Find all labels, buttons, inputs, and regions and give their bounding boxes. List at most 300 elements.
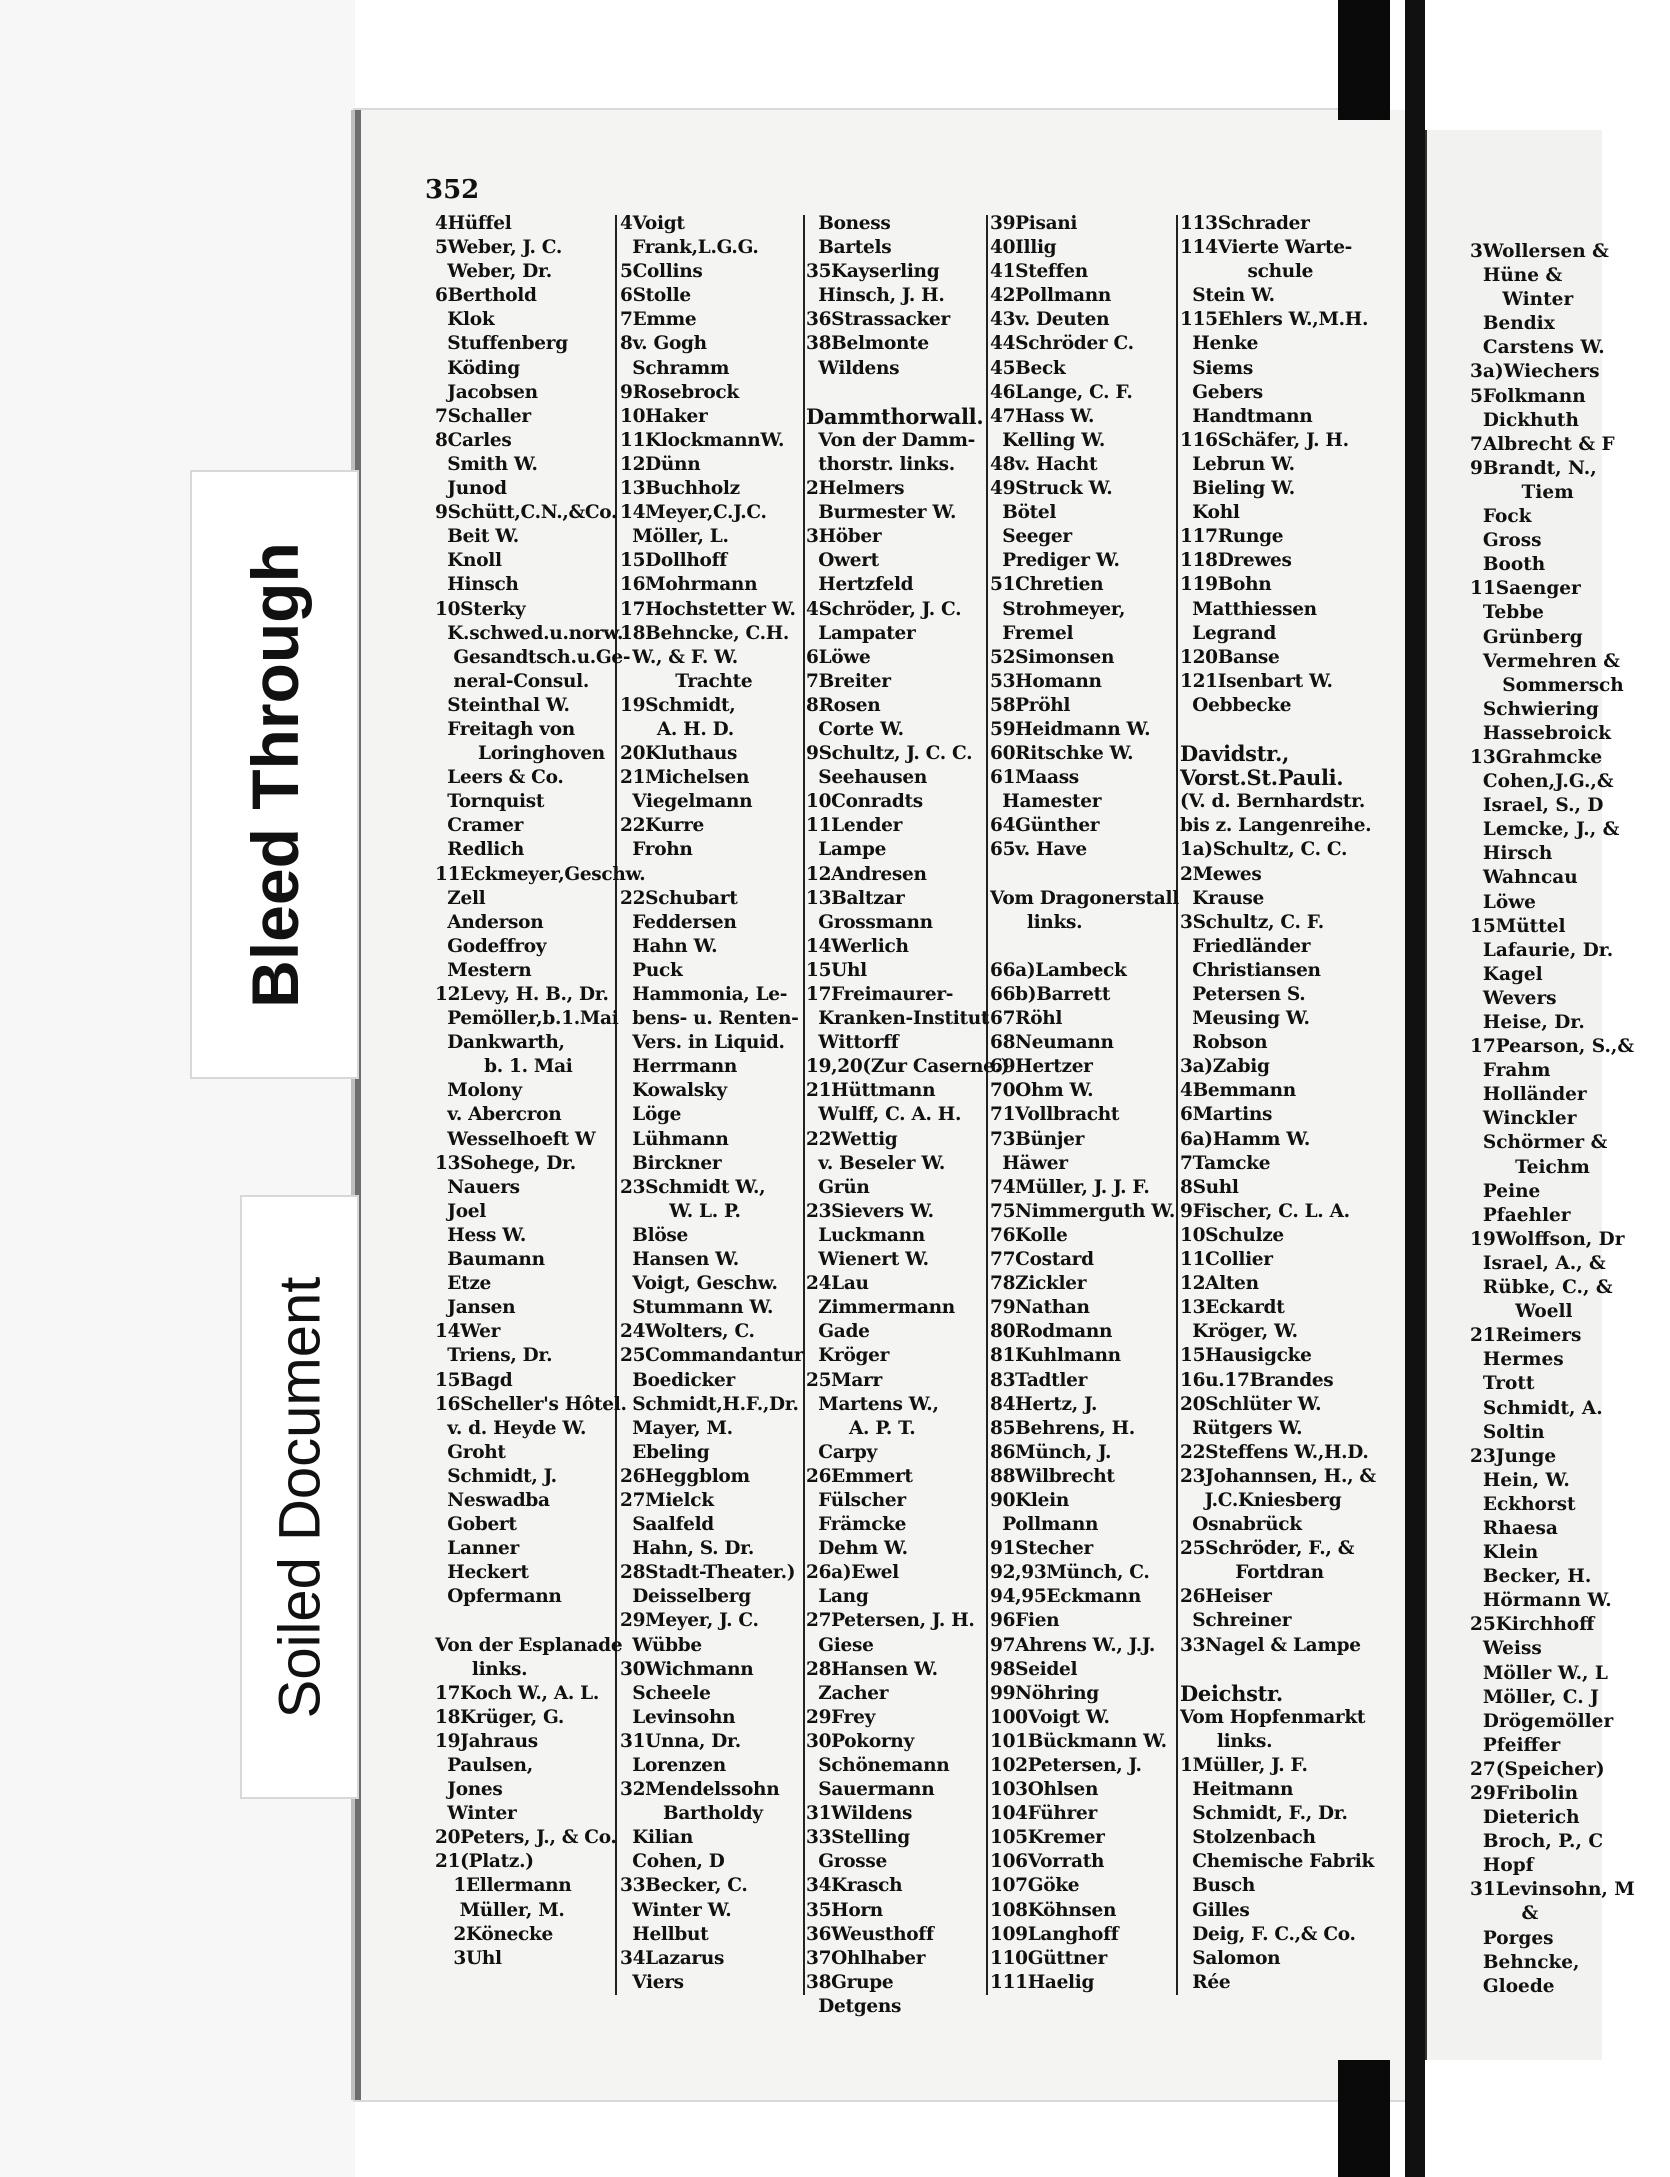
directory-entry: 117Runge	[1180, 526, 1284, 548]
directory-entry: 38Belmonte	[806, 333, 929, 355]
directory-entry: Müller, M.	[435, 1899, 565, 1921]
directory-entry: Klok	[435, 309, 495, 331]
directory-entry: 91Stecher	[990, 1538, 1093, 1560]
directory-entry: Dieterich	[1470, 1807, 1580, 1829]
directory-entry: Joel	[435, 1200, 486, 1222]
directory-entry: Neswadba	[435, 1489, 550, 1511]
directory-entry: 8v. Gogh	[620, 333, 707, 355]
directory-entry: 118Drewes	[1180, 550, 1292, 572]
directory-entry: 23Junge	[1470, 1445, 1557, 1467]
directory-entry: 32Mendelssohn	[620, 1779, 780, 1801]
directory-entry: Feddersen	[620, 911, 737, 933]
directory-entry: 31Levinsohn, M	[1470, 1879, 1635, 1901]
directory-entry: Triens, Dr.	[435, 1345, 553, 1367]
directory-entry: Porges	[1470, 1927, 1554, 1949]
directory-entry: 92,93Münch, C.	[990, 1562, 1150, 1584]
directory-entry: Loringhoven	[435, 743, 605, 765]
directory-entry: Carstens W.	[1470, 337, 1605, 359]
directory-entry: 116Schäfer, J. H.	[1180, 429, 1349, 451]
directory-entry: Legrand	[1180, 622, 1277, 644]
directory-entry: Lorenzen	[620, 1755, 726, 1776]
directory-entry: 14Meyer,C.J.C.	[620, 502, 767, 524]
directory-entry: 68Neumann	[990, 1032, 1114, 1054]
directory-entry: Gobert	[435, 1514, 517, 1536]
directory-entry: Lampe	[806, 839, 887, 861]
directory-entry: 2Könecke	[435, 1923, 553, 1945]
directory-entry: 78Zickler	[990, 1273, 1087, 1295]
directory-entry: Oebbecke	[1180, 694, 1292, 716]
directory-entry: Christiansen	[1180, 959, 1321, 981]
directory-entry: Rée	[1180, 1971, 1231, 1993]
directory-entry: 12Alten	[1180, 1273, 1259, 1295]
directory-entry: Lemcke, J., &	[1470, 819, 1620, 841]
directory-entry: Grossmann	[806, 911, 933, 933]
directory-entry: 75Nimmerguth W.	[990, 1200, 1176, 1222]
directory-entry: 25Commandantur	[620, 1345, 804, 1367]
directory-entry: 11Lender	[806, 815, 903, 837]
directory-entry: Tiem	[1470, 481, 1574, 503]
directory-entry: 106Vorrath	[990, 1851, 1105, 1873]
directory-entry: Meusing W.	[1180, 1008, 1310, 1030]
directory-entry: 20Schlüter W.	[1180, 1393, 1322, 1415]
directory-entry: bis z. Langenreihe.	[1180, 815, 1372, 837]
directory-entry: Drögemöller	[1470, 1710, 1614, 1732]
directory-entry: Wittorff	[806, 1032, 899, 1054]
directory-entry: 11Eckmeyer,Geschw.	[435, 863, 646, 885]
directory-entry: 30Wichmann	[620, 1658, 754, 1680]
directory-entry: Lühmann	[620, 1128, 729, 1150]
directory-entry: Vom Dragonerstall	[990, 887, 1179, 909]
directory-entry: 4Schröder, J. C.	[806, 598, 962, 620]
directory-entry: Winter W.	[620, 1899, 732, 1921]
directory-entry: Stummann W.	[620, 1297, 774, 1319]
directory-entry: bens- u. Renten-	[620, 1008, 799, 1030]
directory-entry: Friedländer	[1180, 935, 1311, 957]
directory-entry: Winter	[1470, 289, 1574, 311]
directory-entry: 17Hochstetter W.	[620, 598, 796, 620]
directory-entry: W. L. P.	[620, 1200, 741, 1222]
directory-entry: 20Peters, J., & Co.	[435, 1827, 617, 1849]
directory-entry: Dickhuth	[1470, 409, 1579, 431]
directory-entry: Heckert	[435, 1562, 529, 1584]
directory-entry: Birckner	[620, 1152, 722, 1174]
directory-column-1	[435, 212, 645, 1971]
directory-entry: Bieling W.	[1180, 478, 1295, 500]
directory-entry: Seeger	[990, 526, 1072, 548]
directory-entry: 21Hüttmann	[806, 1080, 936, 1102]
directory-entry: Boness	[806, 213, 891, 234]
directory-entry: 13Eckardt	[1180, 1297, 1285, 1319]
directory-entry: J.C.Kniesberg	[1180, 1489, 1342, 1511]
directory-entry: 66a)Lambeck	[990, 959, 1127, 981]
directory-entry: Fülscher	[806, 1489, 906, 1511]
directory-entry: Rübke, C., &	[1470, 1277, 1613, 1299]
directory-entry: Weiss	[1470, 1638, 1542, 1660]
directory-entry: 3a)Zabig	[1180, 1056, 1270, 1078]
directory-entry: 15Uhl	[806, 959, 867, 981]
directory-entry: Knoll	[435, 550, 502, 572]
directory-entry: Hammonia, Le-	[620, 984, 788, 1005]
directory-entry: Pfaehler	[1470, 1204, 1571, 1226]
directory-entry: 64Günther	[990, 815, 1100, 837]
directory-entry: Davidstr.,	[1180, 741, 1289, 767]
directory-entry: 58Pröhl	[990, 694, 1071, 716]
directory-entry: Scheele	[620, 1682, 711, 1704]
directory-entry: Hamester	[990, 791, 1102, 813]
directory-entry: Wübbe	[620, 1634, 702, 1656]
directory-entry: Cohen, D	[620, 1851, 725, 1873]
directory-entry: Fremel	[990, 622, 1074, 644]
directory-entry: Lanner	[435, 1538, 519, 1560]
directory-entry: 25Schröder, F., &	[1180, 1538, 1355, 1560]
directory-entry: Redlich	[435, 839, 525, 861]
directory-entry: Schramm	[620, 357, 730, 379]
directory-entry: K.schwed.u.norw.	[435, 622, 624, 644]
directory-entry: Nauers	[435, 1176, 520, 1198]
directory-entry: Matthiessen	[1180, 598, 1317, 620]
directory-entry: 40Illig	[990, 237, 1057, 259]
directory-entry: 28Hansen W.	[806, 1658, 938, 1680]
directory-entry: Voigt, Geschw.	[620, 1273, 778, 1295]
directory-entry: Dammthorwall.	[806, 403, 984, 429]
directory-entry: Sommersch	[1470, 674, 1624, 696]
directory-entry: 26a)Ewel	[806, 1562, 899, 1584]
directory-entry: 76Kolle	[990, 1224, 1068, 1246]
directory-entry: Puck	[620, 959, 683, 981]
directory-entry: Schwiering	[1470, 698, 1599, 720]
directory-entry: Wildens	[806, 357, 900, 379]
directory-entry: 38Grupe	[806, 1971, 894, 1993]
directory-entry: Zimmermann	[806, 1297, 955, 1319]
directory-entry: Hinsch, J. H.	[806, 285, 945, 307]
directory-entry: neral-Consul.	[435, 670, 590, 692]
directory-entry: Schörmer &	[1470, 1132, 1608, 1154]
directory-entry: Lafaurie, Dr.	[1470, 939, 1614, 961]
directory-entry: 66b)Barrett	[990, 984, 1111, 1005]
directory-entry: Carpy	[806, 1441, 877, 1463]
directory-entry: v. d. Heyde W.	[435, 1417, 587, 1439]
directory-entry: 52Simonsen	[990, 646, 1115, 668]
directory-entry: Stein W.	[1180, 285, 1275, 307]
directory-entry: Jansen	[435, 1297, 516, 1319]
directory-entry: 16Mohrmann	[620, 574, 758, 596]
directory-entry: 84Hertz, J.	[990, 1393, 1098, 1415]
directory-entry: Corte W.	[806, 718, 904, 740]
directory-entry: Möller, L.	[620, 526, 729, 548]
directory-entry: Vorst.St.Pauli.	[1180, 765, 1344, 791]
directory-entry: Wulff, C. A. H.	[806, 1104, 962, 1126]
directory-entry: Löwe	[1470, 891, 1536, 913]
directory-entry: Heitmann	[1180, 1779, 1294, 1801]
directory-entry: 17Koch W., A. L.	[435, 1682, 600, 1704]
blank-line	[990, 935, 1179, 959]
directory-entry: 85Behrens, H.	[990, 1417, 1135, 1439]
directory-entry: 12Andresen	[806, 863, 927, 885]
directory-entry: 97Ahrens W., J.J.	[990, 1634, 1156, 1656]
directory-entry: 9Brandt, N.,	[1470, 457, 1597, 479]
directory-entry: Wesselhoeft W	[435, 1128, 596, 1150]
directory-entry: A. P. T.	[806, 1417, 916, 1439]
directory-entry: 18Behncke, C.H.	[620, 622, 790, 644]
directory-entry: 111Haelig	[990, 1971, 1095, 1993]
directory-entry: Broch, P., C	[1470, 1831, 1604, 1853]
directory-entry: Gloede	[1470, 1975, 1555, 1997]
soiled-document-text: Soiled Document	[267, 1276, 332, 1718]
directory-entry: 3Schultz, C. F.	[1180, 911, 1324, 933]
directory-entry: Bendix	[1470, 313, 1555, 335]
directory-entry: 9Rosebrock	[620, 381, 739, 403]
directory-entry: 98Seidel	[990, 1658, 1078, 1680]
directory-entry: Osnabrück	[1180, 1514, 1302, 1536]
directory-entry: 108Köhnsen	[990, 1899, 1117, 1921]
directory-entry: Teichm	[1470, 1156, 1590, 1178]
directory-entry: 21(Platz.)	[435, 1851, 534, 1873]
soiled-document-label	[240, 1195, 359, 1799]
directory-entry: Schreiner	[1180, 1610, 1292, 1632]
directory-entry: 26Heiser	[1180, 1586, 1272, 1608]
directory-entry: 17Freimaurer-	[806, 984, 954, 1005]
directory-entry: Möller, C. J	[1470, 1686, 1599, 1708]
directory-entry: Gross	[1470, 530, 1542, 552]
directory-column-4	[990, 212, 1179, 1995]
directory-entry: Hahn W.	[620, 935, 718, 957]
directory-entry: Schmidt,H.F.,Dr.	[620, 1393, 799, 1415]
directory-entry: Sauermann	[806, 1779, 935, 1801]
directory-entry: 16Scheller's Hôtel.	[435, 1393, 627, 1415]
directory-entry: 88Wilbrecht	[990, 1465, 1115, 1487]
directory-entry: 22Kurre	[620, 815, 705, 837]
directory-entry: 12Levy, H. B., Dr.	[435, 984, 609, 1005]
directory-entry: 31Unna, Dr.	[620, 1730, 741, 1752]
directory-entry: 23Johannsen, H., &	[1180, 1465, 1376, 1487]
directory-entry: Grün	[806, 1176, 870, 1198]
directory-entry: Krause	[1180, 887, 1264, 909]
directory-entry: Gade	[806, 1321, 870, 1343]
directory-entry: Lampater	[806, 622, 916, 644]
directory-entry: Paulsen,	[435, 1755, 533, 1776]
directory-entry: 6a)Hamm W.	[1180, 1128, 1311, 1150]
directory-entry: Owert	[806, 550, 879, 572]
directory-entry: links.	[435, 1658, 528, 1680]
directory-entry: 86Münch, J.	[990, 1441, 1112, 1463]
directory-entry: 2Mewes	[1180, 863, 1262, 885]
directory-entry: 23Sievers W.	[806, 1200, 934, 1222]
directory-entry: W., & F. W.	[620, 646, 738, 668]
directory-entry: 15Hausigcke	[1180, 1345, 1312, 1367]
directory-entry: 48v. Hacht	[990, 453, 1098, 475]
directory-entry: Cohen,J.G.,&	[1470, 771, 1614, 793]
directory-entry: 22Schubart	[620, 887, 738, 909]
directory-entry: 8Carles	[435, 429, 512, 451]
directory-entry: 5Folkmann	[1470, 385, 1586, 407]
directory-entry: 22Wettig	[806, 1128, 898, 1150]
directory-entry: 102Petersen, J.	[990, 1755, 1142, 1776]
directory-entry: Leers & Co.	[435, 767, 564, 789]
directory-entry: 24Lau	[806, 1273, 869, 1295]
directory-entry: 30Pokorny	[806, 1730, 914, 1752]
directory-entry: 94,95Eckmann	[990, 1586, 1141, 1608]
directory-entry: 3Uhl	[435, 1947, 502, 1969]
directory-entry: Hertzfeld	[806, 574, 914, 596]
directory-entry: 1a)Schultz, C. C.	[1180, 839, 1348, 861]
directory-entry: Hansen W.	[620, 1249, 739, 1271]
directory-entry: 83Tadtler	[990, 1369, 1088, 1391]
directory-entry: Molony	[435, 1080, 522, 1102]
directory-entry: schule	[1180, 261, 1314, 283]
directory-entry: Israel, S., D	[1470, 795, 1604, 817]
directory-entry: 19Jahraus	[435, 1730, 538, 1752]
directory-entry: 20Kluthaus	[620, 743, 738, 765]
directory-entry: 19Schmidt,	[620, 694, 736, 716]
directory-entry: Frank,L.G.G.	[620, 237, 759, 259]
directory-entry: links.	[1180, 1730, 1273, 1752]
directory-entry: 77Costard	[990, 1249, 1094, 1271]
directory-entry: Beit W.	[435, 526, 519, 548]
directory-entry: Hörmann W.	[1470, 1590, 1612, 1612]
directory-entry: Booth	[1470, 554, 1546, 576]
page-number: 352	[425, 175, 480, 205]
directory-entry: Kilian	[620, 1827, 694, 1849]
directory-entry: Hassebroick	[1470, 722, 1612, 744]
directory-entry: Kröger, W.	[1180, 1321, 1298, 1343]
directory-entry: Gebers	[1180, 381, 1263, 403]
directory-entry: 21Michelsen	[620, 767, 750, 789]
directory-entry: 44Schröder C.	[990, 333, 1134, 355]
directory-entry: 19,20(Zur Caserne.)	[806, 1056, 1010, 1078]
directory-entry: 21Reimers	[1470, 1325, 1582, 1347]
directory-entry: b. 1. Mai	[435, 1056, 573, 1078]
directory-entry: 35Horn	[806, 1899, 883, 1921]
directory-entry: 3Wollersen &	[1470, 241, 1609, 262]
directory-entry: 29Fribolin	[1470, 1783, 1579, 1804]
directory-entry: 31Wildens	[806, 1803, 913, 1825]
directory-entry: Pemöller,b.1.Mai	[435, 1008, 619, 1030]
directory-column-3	[806, 212, 1009, 2019]
bleed-through-label	[190, 470, 359, 1079]
directory-column-2	[620, 212, 803, 1995]
directory-entry: 26Emmert	[806, 1465, 913, 1487]
binding-edge-bottom	[1338, 2060, 1390, 2177]
directory-entry: Schmidt, A.	[1470, 1397, 1603, 1419]
directory-entry: Winter	[435, 1803, 517, 1825]
directory-entry: 18Krüger, G.	[435, 1706, 564, 1728]
blank-line	[990, 863, 1179, 887]
directory-entry: thorstr. links.	[806, 453, 955, 475]
directory-entry: Strohmeyer,	[990, 598, 1126, 620]
directory-entry: 9Schütt,C.N.,&Co.	[435, 502, 618, 524]
directory-entry: 103Ohlsen	[990, 1779, 1099, 1801]
directory-entry: Grosse	[806, 1851, 887, 1873]
directory-entry: Tornquist	[435, 791, 545, 813]
blank-line	[1180, 718, 1376, 742]
directory-entry: 104Führer	[990, 1803, 1097, 1825]
directory-entry: 11Saenger	[1470, 578, 1581, 600]
directory-entry: 10Sterky	[435, 598, 526, 620]
blank-line	[620, 863, 803, 887]
directory-entry: Vers. in Liquid.	[620, 1032, 785, 1054]
directory-entry: Wienert W.	[806, 1249, 929, 1271]
directory-entry: 10Conradts	[806, 791, 923, 813]
directory-entry: Mestern	[435, 959, 532, 981]
directory-entry: 13Buchholz	[620, 478, 740, 500]
directory-entry: 100Voigt W.	[990, 1706, 1110, 1728]
directory-entry: 43v. Deuten	[990, 309, 1110, 331]
directory-entry: Hüne &	[1470, 265, 1563, 287]
directory-entry: 16u.17Brandes	[1180, 1369, 1334, 1391]
directory-entry: A. H. D.	[620, 718, 734, 740]
directory-entry: Trachte	[620, 670, 753, 692]
directory-entry: 14Werlich	[806, 935, 909, 957]
directory-entry: 53Homann	[990, 670, 1102, 692]
directory-entry: Israel, A., &	[1470, 1252, 1606, 1274]
directory-entry: Soltin	[1470, 1421, 1545, 1443]
bleed-through-text: Bleed Through	[237, 541, 312, 1008]
directory-entry: 10Schulze	[1180, 1224, 1284, 1246]
directory-entry: 22Steffens W.,H.D.	[1180, 1441, 1369, 1463]
directory-entry: Grünberg	[1470, 626, 1583, 648]
directory-entry: 7Tamcke	[1180, 1152, 1271, 1174]
directory-entry: 9Fischer, C. L. A.	[1180, 1200, 1350, 1222]
directory-entry: 8Rosen	[806, 694, 881, 716]
directory-entry: Steinthal W.	[435, 694, 570, 716]
adjacent-page-column	[1470, 240, 1670, 1999]
directory-entry: 13Baltzar	[806, 887, 905, 909]
directory-entry: Smith W.	[435, 453, 538, 475]
directory-entry: 105Kremer	[990, 1827, 1105, 1849]
directory-entry: 6Stolle	[620, 285, 691, 307]
directory-entry: 1Ellermann	[435, 1875, 572, 1897]
directory-entry: Zacher	[806, 1682, 889, 1704]
directory-entry: Heise, Dr.	[1470, 1012, 1585, 1033]
directory-entry: Schmidt, J.	[435, 1465, 557, 1487]
directory-entry: 34Lazarus	[620, 1947, 725, 1969]
directory-entry: 7Emme	[620, 309, 697, 331]
directory-entry: 35Kayserling	[806, 261, 940, 283]
directory-entry: Löge	[620, 1104, 682, 1126]
directory-entry: 17Pearson, S.,&	[1470, 1036, 1635, 1058]
directory-entry: Hein, W.	[1470, 1469, 1570, 1491]
directory-entry: 36Weusthoff	[806, 1923, 934, 1945]
directory-entry: 99Nöhring	[990, 1682, 1099, 1704]
directory-entry: 33Stelling	[806, 1827, 910, 1849]
directory-entry: 39Pisani	[990, 213, 1078, 234]
directory-entry: Weber, Dr.	[435, 261, 552, 283]
directory-entry: Eckhorst	[1470, 1493, 1576, 1515]
directory-entry: 14Wer	[435, 1321, 501, 1343]
directory-entry: 8Suhl	[1180, 1176, 1239, 1198]
directory-entry: 26Heggblom	[620, 1465, 750, 1487]
blank-line	[1180, 1658, 1376, 1682]
directory-entry: Frohn	[620, 839, 693, 861]
directory-entry: Fortdran	[1180, 1562, 1324, 1584]
directory-entry: Kelling W.	[990, 429, 1105, 451]
directory-entry: Frahm	[1470, 1060, 1551, 1082]
directory-entry: Jones	[435, 1779, 503, 1801]
directory-entry: Köding	[435, 357, 520, 379]
directory-entry: Wevers	[1470, 987, 1557, 1009]
directory-entry: Henke	[1180, 333, 1259, 355]
directory-entry: Pollmann	[990, 1514, 1099, 1536]
directory-entry: Cramer	[435, 815, 524, 837]
directory-entry: Bartels	[806, 237, 892, 259]
directory-entry: 4Voigt	[620, 213, 685, 234]
directory-entry: Kröger	[806, 1345, 890, 1367]
directory-entry: Salomon	[1180, 1947, 1281, 1969]
directory-entry: 69Hertzer	[990, 1056, 1093, 1078]
directory-entry: 15Müttel	[1470, 915, 1566, 937]
directory-entry: 34Krasch	[806, 1875, 903, 1897]
left-margin	[0, 0, 355, 2177]
